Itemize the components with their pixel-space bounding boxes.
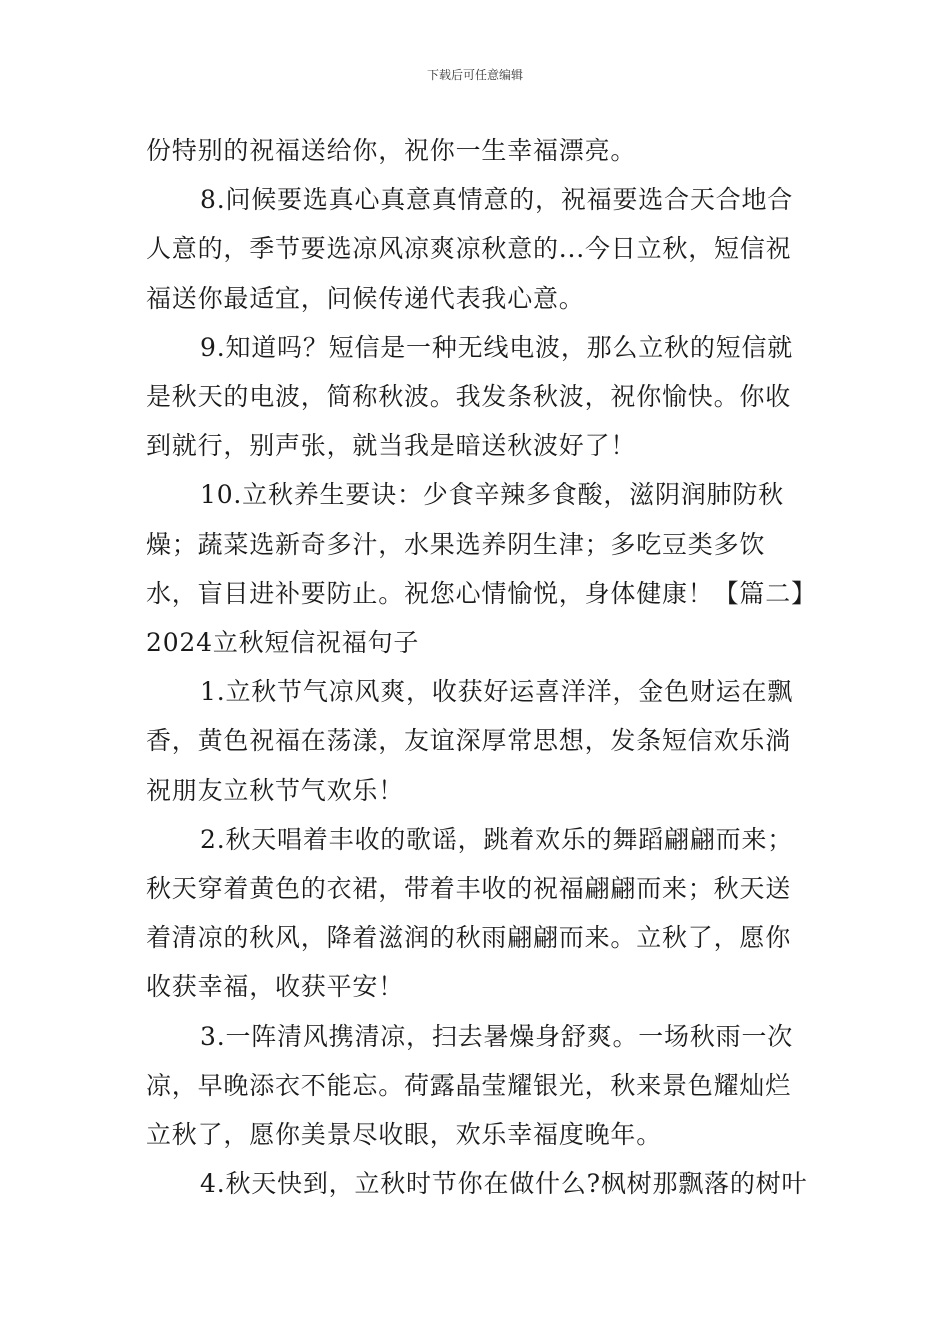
paragraph: 9.知道吗？短信是一种无线电波，那么立秋的短信就是秋天的电波，简称秋波。我发条秋波，祝你愉快。你收到就行，别声张，就当我是暗送秋波好了！	[146, 332, 794, 461]
paragraph: 3.一阵清风携清凉，扫去暑燥身舒爽。一场秋雨一次凉，早晚添衣不能忘。荷露晶莹耀银光，秋来景色耀灿烂立秋了，愿你美景尽收眼，欢乐幸福度晚年。	[146, 1021, 794, 1150]
paragraph: 8.问候要选真心真意真情意的，祝福要选合天合地合人意的，季节要选凉风凉爽凉秋意的...今日立秋，短信祝福送你最适宜，问候传递代表我心意。	[146, 185, 794, 313]
paragraph: 10.立秋养生要诀：少食辛辣多食酸，滋阴润肺防秋燥；蔬菜选新奇多汁，水果选养阴生津；多吃豆类多饮水，盲目进补要防止。祝您心情愉悦，身体健康！【篇二】2024立秋短信祝福句子	[146, 480, 805, 658]
page-header-note: 下载后可任意编辑	[426, 68, 523, 82]
paragraph: 2.秋天唱着丰收的歌谣，跳着欢乐的舞蹈翩翩而来；秋天穿着黄色的衣裙，带着丰收的祝福翩翩而来；秋天送着清凉的秋风，降着滋润的秋雨翩翩而来。立秋了，愿你收获幸福，收获平安！	[146, 824, 794, 1002]
paragraph: 4.秋天快到，立秋时节你在做什么?枫树那飘落的树叶	[200, 1169, 808, 1199]
document-body	[146, 126, 816, 1208]
paragraph: 份特别的祝福送给你，祝你一生幸福漂亮。	[146, 136, 637, 165]
paragraph: 1.立秋节气凉风爽，收获好运喜洋洋，金色财运在飘香，黄色祝福在荡漾，友谊深厚常思想，发条短信欢乐淌祝朋友立秋节气欢乐！	[146, 677, 794, 805]
